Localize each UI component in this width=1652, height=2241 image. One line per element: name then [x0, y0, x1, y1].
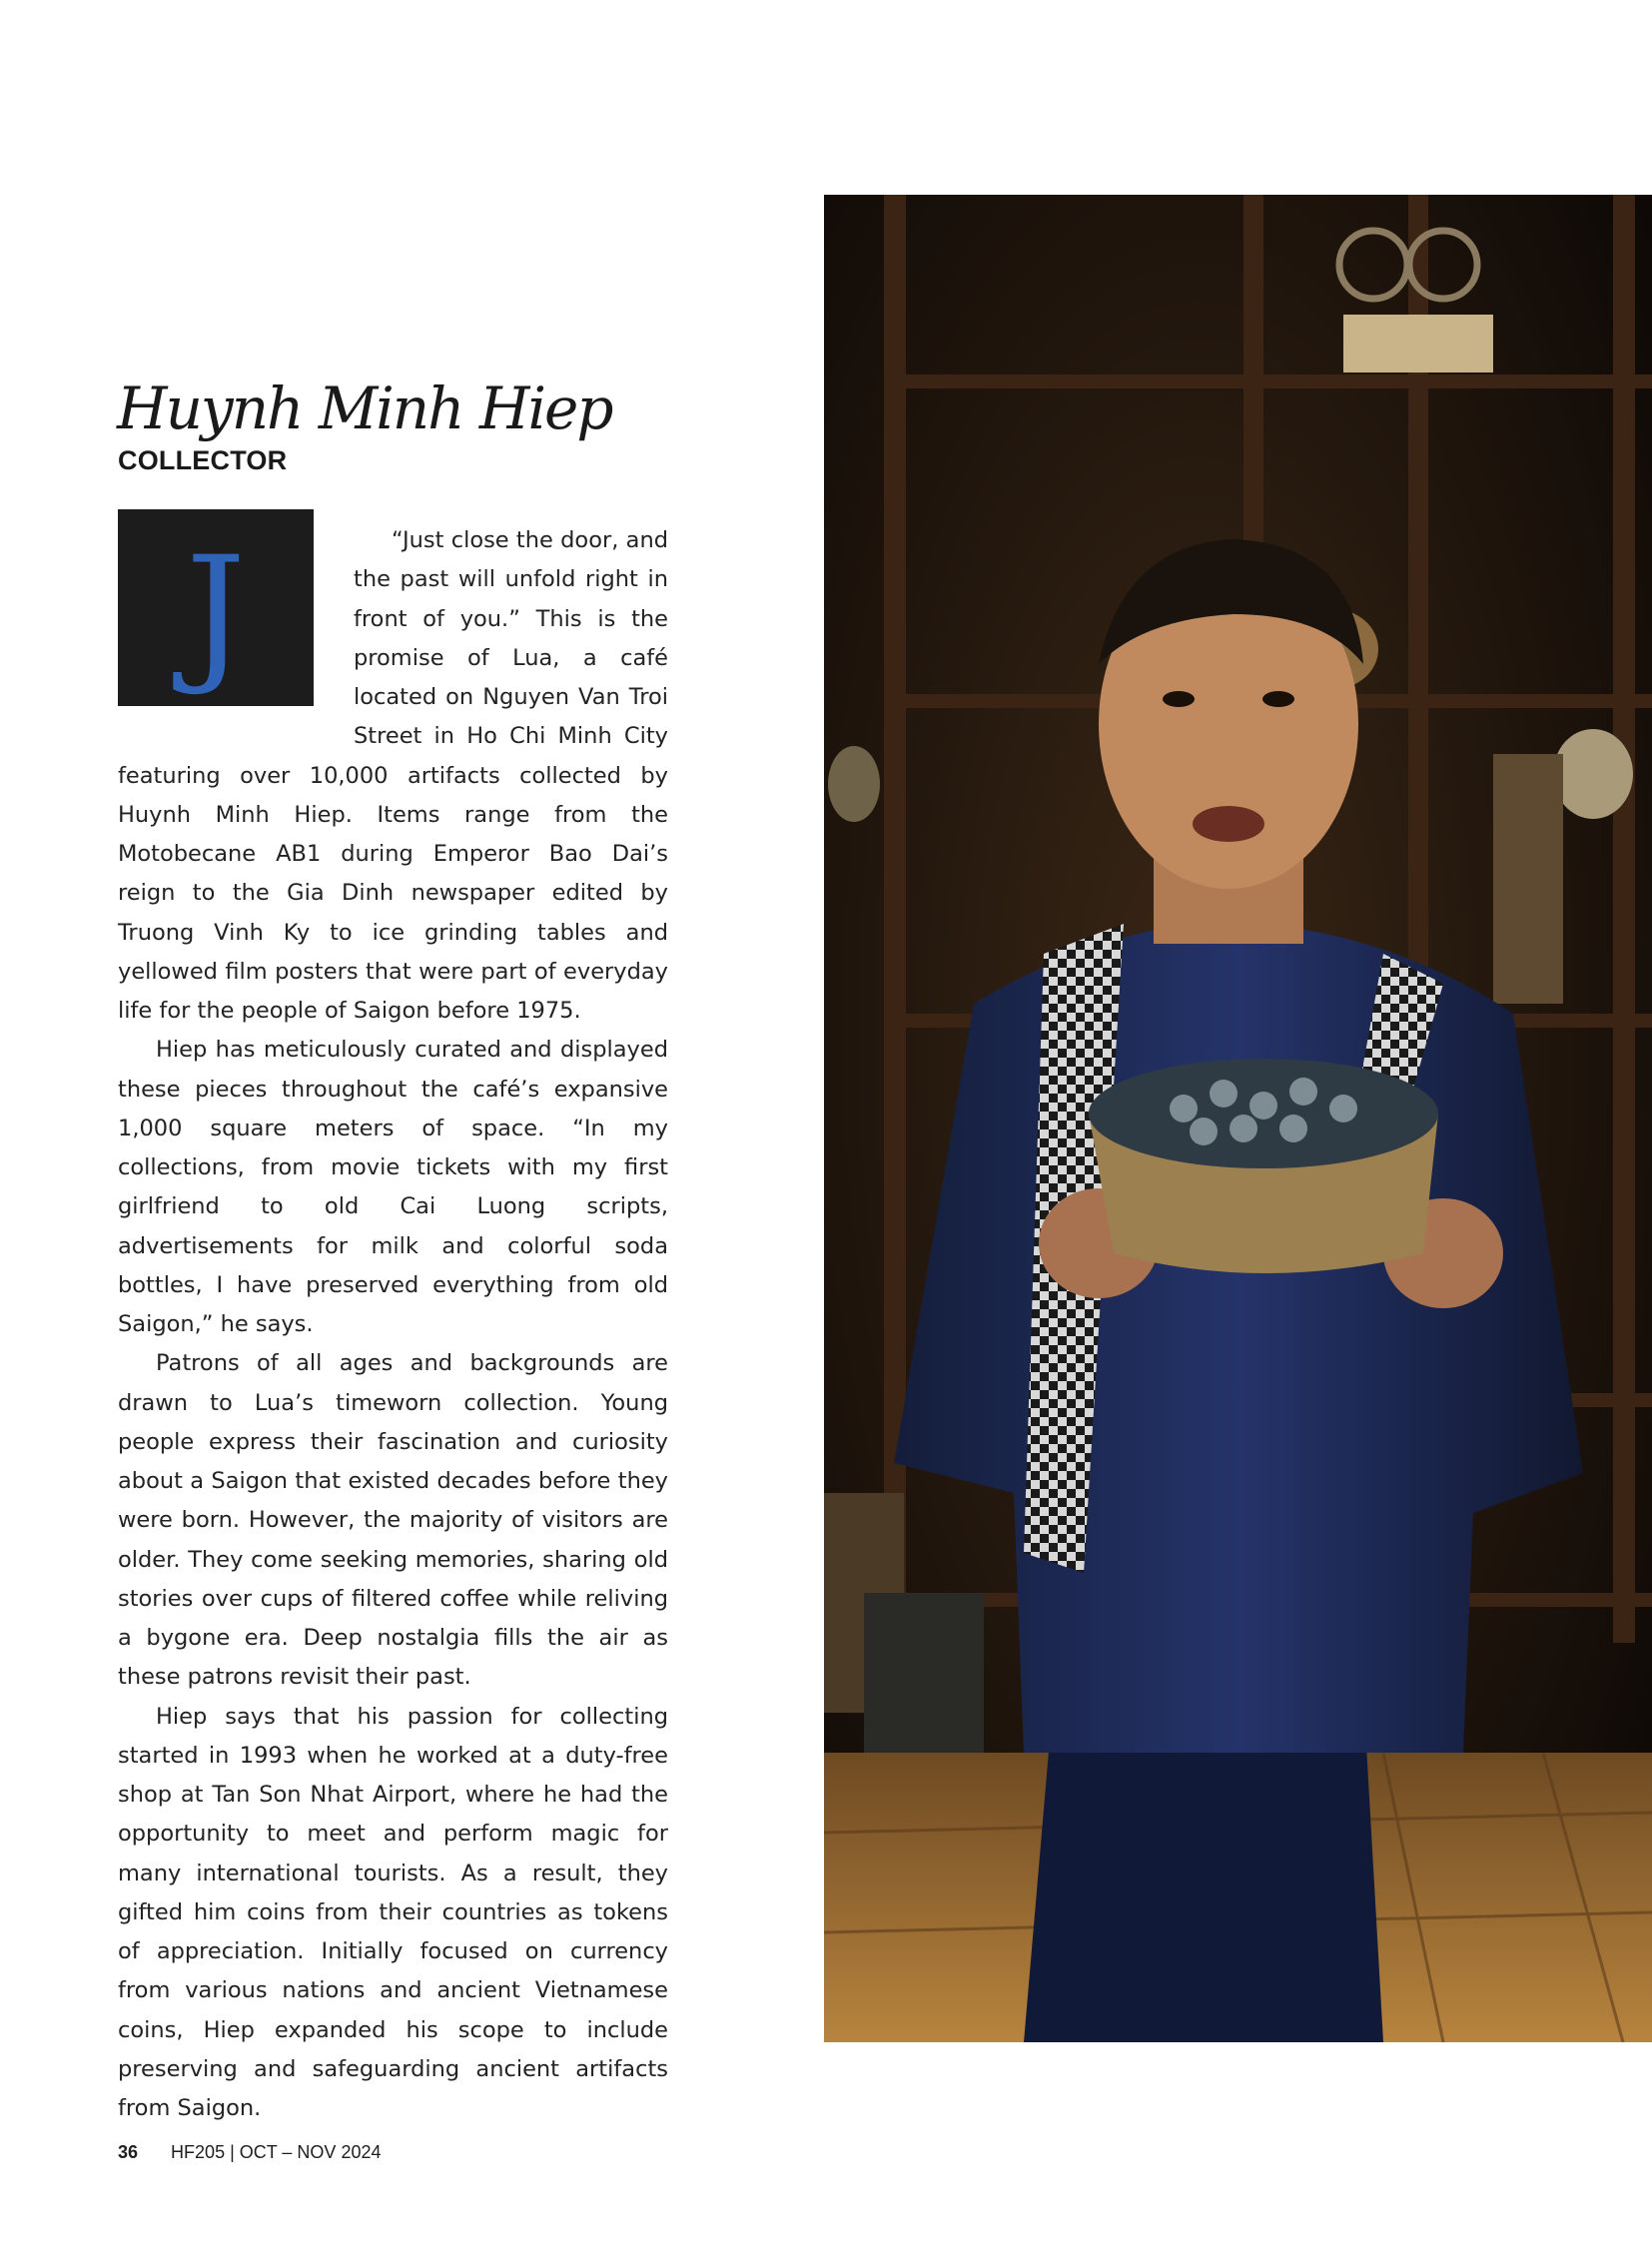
article-body	[118, 521, 668, 2128]
article-paragraph-3: Patrons of all ages and backgrounds are drawn to Lua’s timeworn collection. Young people express their fascination and curiosity about a Saigon that existed decades before they were born. However, the majority of visitors are older. They come seeking memories, sharing old stories over cups of filtered coffee while reliving a bygone era. Deep nostalgia fills the air as these patrons revisit their past.	[118, 1350, 668, 1691]
collector-role: COLLECTOR	[118, 445, 288, 475]
collector-portrait-photo	[824, 195, 1652, 2042]
page-footer	[118, 2142, 381, 2163]
article-paragraph-2: Hiep has meticulously curated and displayed these pieces throughout the café’s expansive 1,000 square meters of space. “In my collections, from movie tickets with my first girlfriend to old Cai Luong scripts, advertisements for milk and colorful soda bottles, I have preserved everything from old Saigon,” he says.	[118, 1037, 668, 1337]
article-paragraph-4: Hiep says that his passion for collecting started in 1993 when he worked at a duty-free shop at Tan Son Nhat Airport, where he had the opportunity to meet and perform magic for many international tourists. As a result, they gifted him coins from their countries as tokens of appreciation. Initially focused on currency from various nations and ancient Vietnamese coins, Hiep expanded his scope to include preserving and safeguarding ancient artifacts from Saigon.	[118, 1703, 668, 2121]
collector-name: Huynh Minh Hiep	[117, 374, 612, 442]
issue-info: HF205 | OCT – NOV 2024	[171, 2142, 382, 2162]
page-number: 36	[118, 2142, 139, 2162]
drop-cap-spacer	[118, 521, 354, 741]
article-paragraph-1: “Just close the door, and the past will unfold right in front of you.” This is the promise of Lua, a café located on Nguyen Van Troi Street in Ho Chi Minh City featuring over 10,000 artifacts collected by Huynh Minh Hiep. Items range from the Motobecane AB1 during Emperor Bao Dai’s reign to the Gia Dinh newspaper edited by Truong Vinh Ky to ice grinding tables and yellowed film posters that were part of everyday life for the people of Saigon before 1975.	[118, 527, 668, 1024]
drop-cap: J	[118, 509, 314, 706]
